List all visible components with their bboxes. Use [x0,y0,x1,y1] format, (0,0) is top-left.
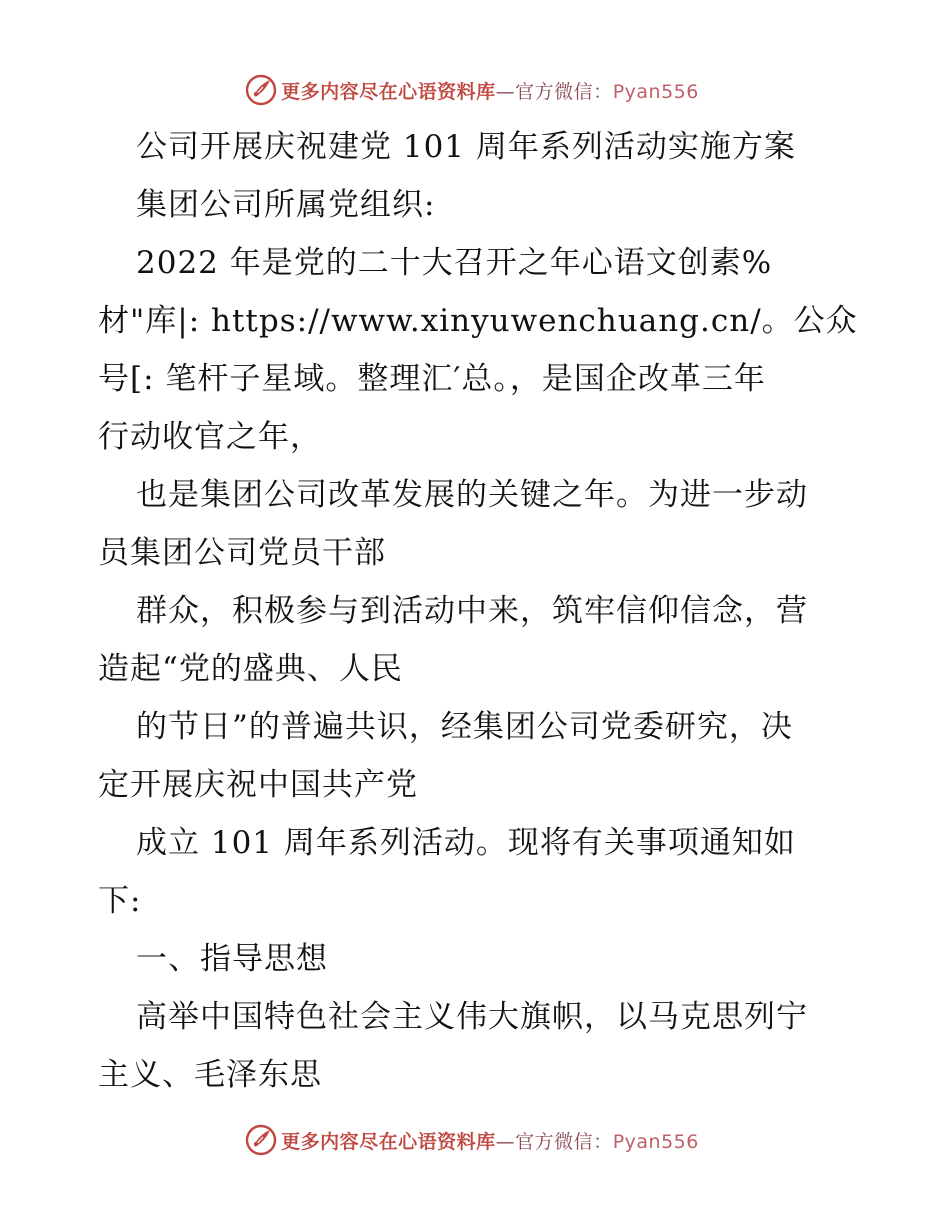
document-line: 群众，积极参与到活动中来，筑牢信仰信念，营 [136,593,808,629]
document-line: 2022 年是党的二十大召开之年心语文创素% [136,245,773,281]
banner-text [281,1127,699,1154]
document-line: 员集团公司党员干部 [98,535,386,571]
banner-content [245,1124,699,1156]
feather-pen-icon [245,1124,277,1156]
banner-wechat-label: 官方微信： [515,80,613,103]
document-line: 号[: 笔杆子星域。整理汇′总。，是国企改革三年 [98,361,766,397]
banner-wechat-id: Pyan556 [612,80,699,103]
document-line: 集团公司所属党组织: [136,187,436,223]
document-line: 也是集团公司改革发展的关键之年。为进一步动 [136,477,808,513]
header-watermark-banner [0,70,950,110]
banner-wechat-id: Pyan556 [612,1130,699,1153]
banner-dash: — [495,80,516,103]
banner-dash: — [495,1130,516,1153]
banner-content [245,74,699,106]
banner-site-name: 更多内容尽在心语资料库 [281,80,496,103]
document-line: 高举中国特色社会主义伟大旗帜，以马克思列宁 [136,999,808,1035]
banner-wechat-label: 官方微信： [515,1130,613,1153]
document-body [98,118,858,1104]
document-line: 材"库|: https://www.xinyuwenchuang.cn/。公众 [98,303,858,339]
banner-text [281,77,699,104]
document-line: 主义、毛泽东思 [98,1057,322,1093]
document-line: 造起“党的盛典、人民 [98,651,403,687]
document-line: 行动收官之年， [98,419,322,455]
document-line: 成立 101 周年系列活动。现将有关事项通知如 [136,825,796,861]
footer-watermark-banner [0,1120,950,1160]
document-line: 一、指导思想 [136,941,328,977]
document-line: 下: [98,883,142,919]
feather-pen-icon [245,74,277,106]
document-line: 定开展庆祝中国共产党 [98,767,418,803]
document-title: 公司开展庆祝建党 101 周年系列活动实施方案 [136,129,796,165]
banner-site-name: 更多内容尽在心语资料库 [281,1130,496,1153]
document-line: 的节日”的普遍共识，经集团公司党委研究，决 [136,709,793,745]
